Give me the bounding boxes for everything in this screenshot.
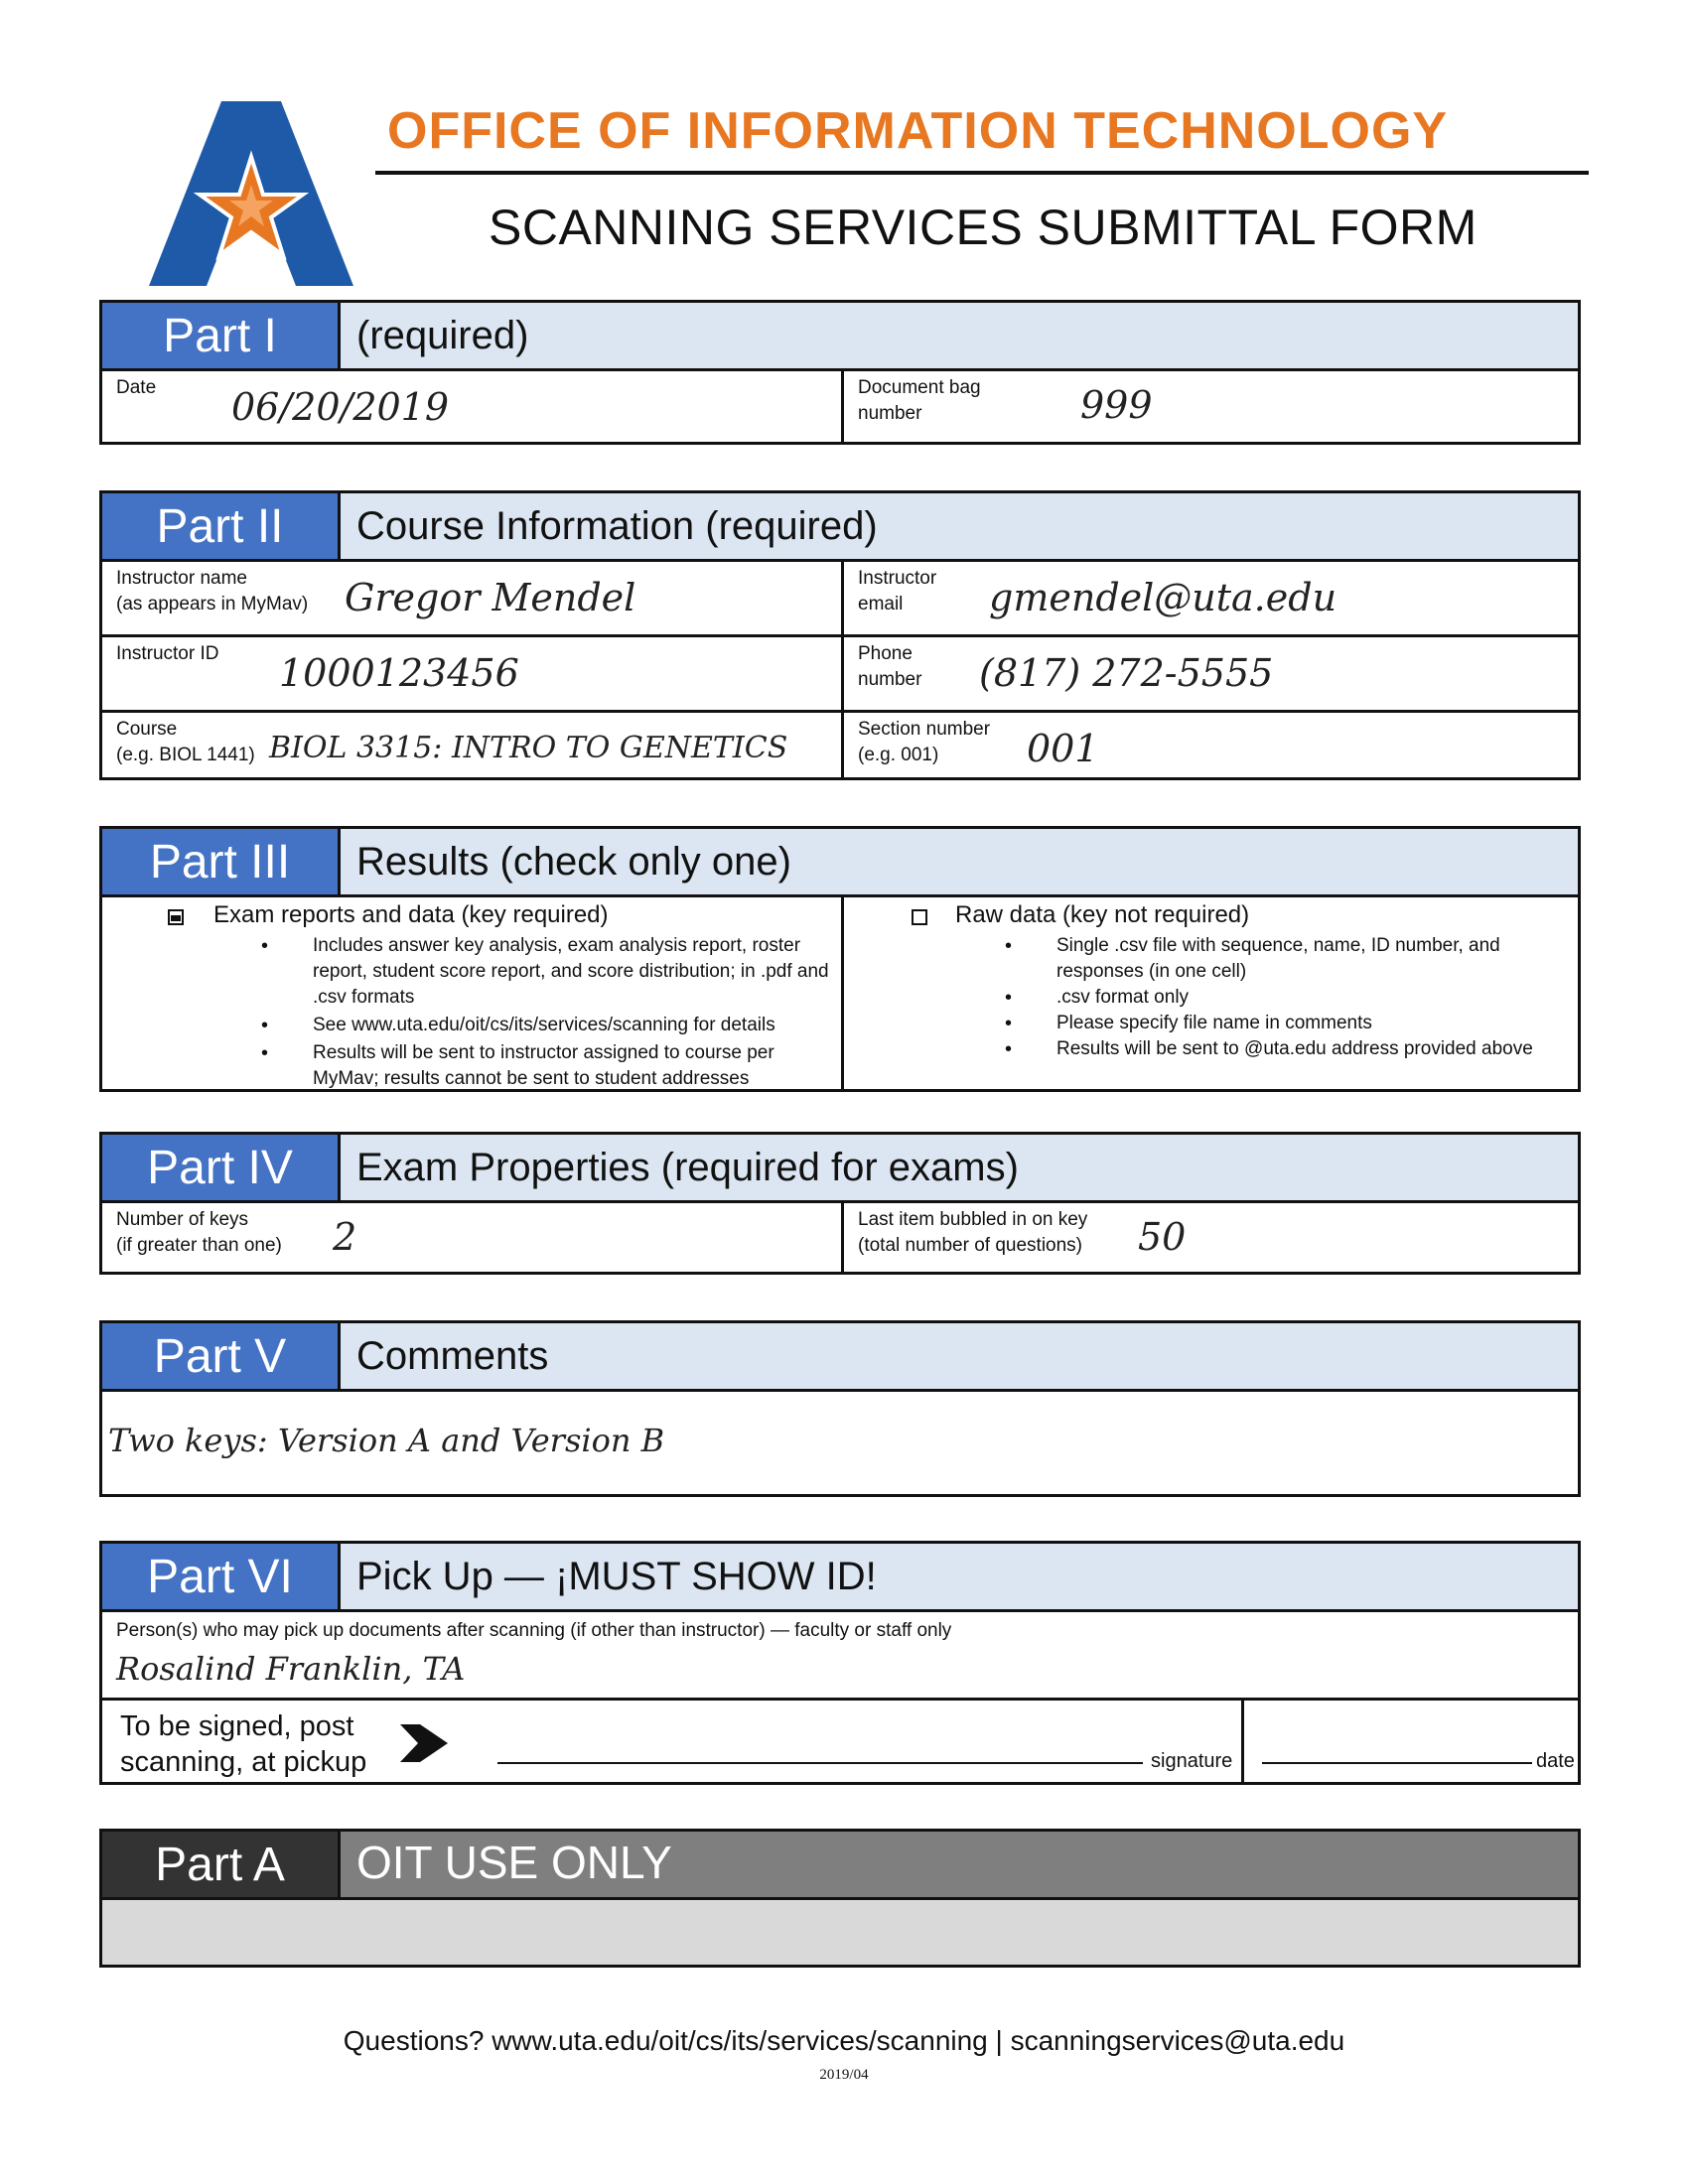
pickup-persons-field[interactable] [102, 1612, 1578, 1701]
raw-data-bullet: • Single .csv file with sequence, name, ID number, and responses (in one cell) [1056, 933, 1573, 985]
raw-data-bullets [1056, 933, 1573, 1062]
section-value: 001 [1027, 727, 1099, 770]
keys-value: 2 [333, 1215, 357, 1259]
part1-section [99, 300, 1581, 445]
raw-data-checkbox[interactable] [912, 909, 927, 925]
header-divider [375, 171, 1589, 175]
form-title: SCANNING SERVICES SUBMITTAL FORM [489, 200, 1477, 255]
signature-label: signature [1151, 1750, 1233, 1772]
section-number-field[interactable] [844, 713, 1578, 780]
part6-label: Part VI [102, 1544, 341, 1609]
sign-instruction: To be signed, post scanning, at pickup [120, 1710, 367, 1778]
phone-label: Phone number [858, 643, 922, 690]
partA-label: Part A [102, 1832, 341, 1897]
last-item-label: Last item bubbled in on key (total number of questions) [858, 1209, 1088, 1256]
part4-section [99, 1132, 1581, 1275]
bag-value: 999 [1080, 383, 1153, 427]
signature-field[interactable] [102, 1701, 1244, 1782]
instructor-name-value: Gregor Mendel [345, 576, 636, 619]
instructor-id-field[interactable] [102, 637, 844, 710]
part6-section [99, 1541, 1581, 1785]
pickup-label: Person(s) who may pick up documents after scanning (if other than instructor) — faculty or staff only [116, 1620, 952, 1641]
footer-questions: Questions? www.uta.edu/oit/cs/its/services/scanning | scanningservices@uta.edu [343, 2025, 1345, 2056]
signature-line [497, 1762, 1143, 1764]
part5-label: Part V [102, 1323, 341, 1389]
course-field[interactable] [102, 713, 844, 780]
part4-label: Part IV [102, 1135, 341, 1200]
oit-use-area [102, 1900, 1578, 1965]
partA-title: OIT USE ONLY [341, 1832, 1578, 1897]
part5-section [99, 1320, 1581, 1497]
phone-value: (817) 272-5555 [979, 651, 1274, 695]
part1-title: (required) [341, 303, 1578, 368]
part2-label: Part II [102, 493, 341, 559]
course-label: Course (e.g. BIOL 1441) [116, 719, 255, 765]
partA-section [99, 1829, 1581, 1968]
number-of-keys-field[interactable] [102, 1203, 844, 1272]
raw-data-bullet: • Please specify file name in comments [1056, 1011, 1573, 1036]
part6-title: Pick Up — ¡MUST SHOW ID! [341, 1544, 1578, 1609]
part4-title: Exam Properties (required for exams) [341, 1135, 1578, 1200]
footer-version: 2019/04 [819, 2067, 869, 2083]
option-exam-reports [102, 897, 844, 1089]
option-raw-data [844, 897, 1578, 1089]
exam-reports-bullet: • Includes answer key analysis, exam analysis report, roster report, student score report, and score distribution; in .pdf and .csv formats [313, 933, 829, 1011]
exam-reports-title: Exam reports and data (key required) [213, 901, 609, 928]
document-bag-field[interactable] [844, 371, 1578, 442]
bag-label: Document bag number [858, 377, 981, 424]
comments-value: Two keys: Version A and Version B [108, 1422, 665, 1459]
instructor-name-field[interactable] [102, 562, 844, 634]
raw-data-bullet: • .csv format only [1056, 985, 1573, 1011]
part5-title: Comments [341, 1323, 1578, 1389]
course-value: BIOL 3315: INTRO TO GENETICS [269, 731, 788, 765]
date-value: 06/20/2019 [231, 385, 450, 429]
exam-reports-bullet: • See www.uta.edu/oit/cs/its/services/scanning for details [313, 1013, 829, 1038]
email-value: gmendel@uta.edu [989, 576, 1337, 619]
phone-field[interactable] [844, 637, 1578, 710]
raw-data-title: Raw data (key not required) [955, 901, 1250, 928]
exam-reports-checkbox[interactable] [168, 909, 184, 925]
instructor-email-field[interactable] [844, 562, 1578, 634]
instructor-id-label: Instructor ID [116, 643, 219, 664]
exam-reports-bullet: • Results will be sent to instructor assigned to course per MyMav; results cannot be sent to student addresses [313, 1040, 829, 1092]
part2-section [99, 490, 1581, 780]
date-field[interactable] [102, 371, 844, 442]
part3-label: Part III [102, 829, 341, 894]
signature-date-field[interactable] [1244, 1701, 1578, 1782]
signature-date-label: date [1536, 1750, 1575, 1772]
keys-label: Number of keys (if greater than one) [116, 1209, 282, 1256]
part3-section [99, 826, 1581, 1092]
last-item-field[interactable] [844, 1203, 1578, 1272]
date-line [1262, 1762, 1532, 1764]
arrow-right-icon [400, 1720, 452, 1766]
exam-reports-bullets [313, 933, 829, 1092]
part2-title: Course Information (required) [341, 493, 1578, 559]
raw-data-bullet: • Results will be sent to @uta.edu address provided above [1056, 1036, 1573, 1062]
date-label: Date [116, 377, 157, 398]
section-label: Section number (e.g. 001) [858, 719, 991, 765]
instructor-id-value: 1000123456 [279, 651, 519, 695]
last-item-value: 50 [1138, 1215, 1187, 1259]
pickup-value: Rosalind Franklin, TA [116, 1650, 466, 1688]
uta-star-logo [147, 99, 355, 288]
instructor-name-label: Instructor name (as appears in MyMav) [116, 568, 309, 614]
org-title: OFFICE OF INFORMATION TECHNOLOGY [387, 102, 1449, 160]
comments-field[interactable] [102, 1392, 1578, 1494]
part3-title: Results (check only one) [341, 829, 1578, 894]
email-label: Instructor email [858, 568, 937, 614]
part1-label: Part I [102, 303, 341, 368]
